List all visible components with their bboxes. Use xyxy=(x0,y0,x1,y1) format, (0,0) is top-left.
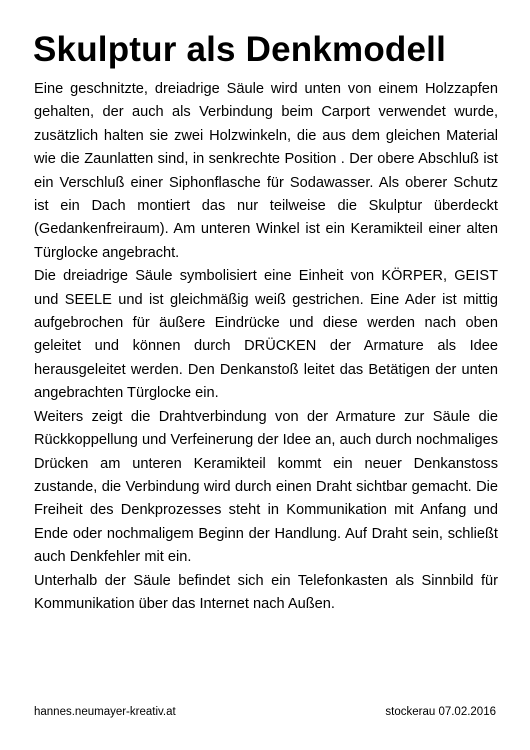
footer-website: hannes.neumayer-kreativ.at xyxy=(34,706,176,718)
page-title: Skulptur als Denkmodell xyxy=(33,30,447,69)
paragraph-telephone-box: Unterhalb der Säule befindet sich ein Telefonkasten als Sinnbild für Kommunikation über das Internet nach Außen. xyxy=(34,572,498,612)
footer-place-date: stockerau 07.02.2016 xyxy=(385,706,496,718)
paragraph-symbolism: Die dreiadrige Säule symbolisiert eine Einheit von KÖRPER, GEIST und SEELE und ist gleichmäßig weiß gestrichen. Eine Ader ist mittig aufgebrochen für äußere Eindrücke und diese werden nach oben geleitet und können durch DRÜCKEN der Armature als Idee herausgeleitet werden. Den Denkanstoß leitet das Betätigen der unten angebrachten Türglocke ein. xyxy=(34,268,498,402)
paragraph-feedback: Weiters zeigt die Drahtverbindung von der Armature zur Säule die Rückkoppellung und Verfeinerung der Idee an, auch durch nochmaliges Drücken am unteren Keramikteil kommt ein neuer Denkanstoss zustande, die Verbindung wird durch einen Draht sichtbar gemacht. Die Freiheit des Denkprozesses steht in Kommunikation mit Anfang und Ende oder nochmaligem Beginn der Handlung. Auf Draht sein, schließt auch Denkfehler mit ein. xyxy=(34,408,498,566)
paragraph-description: Eine geschnitzte, dreiadrige Säule wird unten von einem Holzzapfen gehalten, der auch als Verbindung beim Carport verwendet wurde, zusätzlich halten sie zwei Holzwinkeln, die aus dem gleichen Material wie die Zaunlatten sind, in senkrechte Position . Der obere Abschluß ist ein Verschluß einer Siphonflasche für Sodawasser. Als oberer Schutz ist ein Dach montiert das nur teilweise die Skulptur überdeckt (Gedankenfreiraum). Am unteren Winkel ist ein Keramikteil einer alten Türglocke angebracht. xyxy=(34,81,498,261)
body-text xyxy=(34,78,498,616)
